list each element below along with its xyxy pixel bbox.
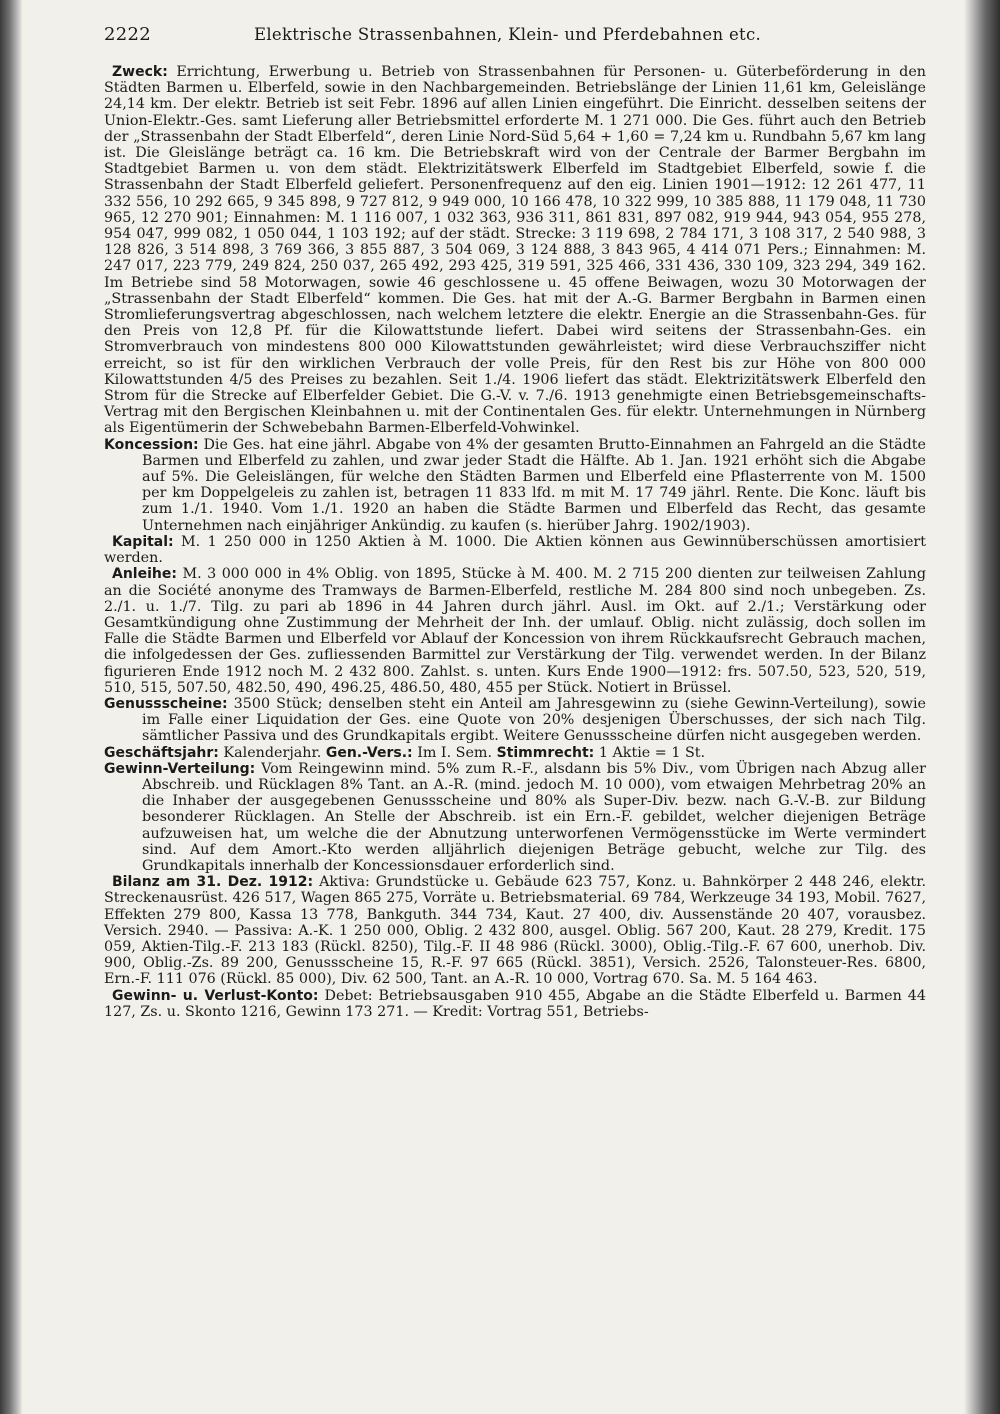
section-text: Vom Reingewinn mind. 5% zum R.-F., alsdann bis 5% Div., vom Übrigen nach Abzug aller Abschreib. und Rücklagen 8% Tant. an A.-R. (mind. jedoch M. 10 000), vom etwaigen Mehrbetrag 20% an die Inhaber der ausgegebenen Genussscheine und 80% als Super-Div. bezw. nach G.-V.-B. zur Bildung besonderer Rücklagen. An Stelle der Abschreib. ist ein Ern.-F. gebildet, welcher diejenigen Beträge aufzuweisen hat, um welche die der Abnutzung unterworfenen Vermögensstücke im Werte vermindert sind. Auf dem Amort.-Kto werden alljährlich diejenigen Beträge gebucht, welche zur Tilg. des Grundkapitals innerhalb der Koncessionsdauer erforderlich sind. <box>142 760 926 874</box>
section-text: Debet: Betriebsausgaben 910 455, Abgabe an die Städte Elberfeld u. Barmen 44 127, Zs. u. Skonto 1216, Gewinn 173 271. — Kredit: Vortrag 551, Betriebs- <box>104 987 927 1020</box>
document-page <box>104 24 926 1020</box>
section-heading: Koncession: <box>104 436 199 453</box>
page-number: 2222 <box>104 24 152 45</box>
section-anleihe <box>104 566 926 696</box>
section-heading: Kapital: <box>112 533 174 550</box>
section-text: Errichtung, Erwerbung u. Betrieb von Strassenbahnen für Personen- u. Güterbeförderung in den Städten Barmen u. Elberfeld, sowie in den Nachbargemeinden. Betriebslänge der Linien 11,61 km, Geleislänge 24,14 km. Der elektr. Betrieb ist seit Febr. 1896 auf allen Linien eingeführt. Die Einricht. desselben seitens der Union-Elektr.-Ges. samt Lieferung aller Betriebsmittel erforderte M. 1 271 000. Die Ges. führt auch den Betrieb der „Strassenbahn der Stadt Elberfeld“, deren Linie Nord-Süd 5,64 + 1,60 = 7,24 km u. Rundbahn 5,67 km lang ist. Die Gleislänge beträgt ca. 16 km. Die Betriebskraft wird von der Centrale der Barmer Bergbahn im Stadtgebiet Barmen u. von dem städt. Elektrizitätswerk Elberfeld im Stadtgebiet Elberfeld, sowie f. die Strassenbahn der Stadt Elberfeld geliefert. Personenfrequenz auf den eig. Linien 1901—1912: 12 261 477, 11 332 556, 10 292 665, 9 345 898, 9 727 812, 9 949 000, 10 166 478, 10 322 999, 10 385 888, 11 179 048, 11 730 965, 12 270 901; Einnahmen: M. 1 116 007, 1 032 363, 936 311, 861 831, 897 082, 919 944, 943 054, 955 278, 954 047, 999 082, 1 050 044, 1 103 192; auf der städt. Strecke: 3 119 698, 2 784 171, 3 108 317, 2 540 988, 3 128 826, 3 514 898, 3 769 366, 3 855 887, 3 504 069, 3 124 888, 3 843 965, 4 414 071 Pers.; Einnahmen: M. 247 017, 223 779, 249 824, 250 037, 265 492, 293 425, 319 591, 325 466, 331 436, 330 109, 323 294, 349 162. Im Betriebe sind 58 Motorwagen, sowie 46 geschlossene u. 45 offene Beiwagen, wozu 30 Motorwagen der „Strassenbahn der Stadt Elberfeld“ kommen. Die Ges. hat mit der A.-G. Barmer Bergbahn in Barmen einen Stromlieferungsvertrag abgeschlossen, nach welchem letztere die elektr. Energie an die Strassenbahn-Ges. für den Preis von 12,8 Pf. für die Kilowattstunde liefert. Dabei wird seitens der Strassenbahn-Ges. ein Stromverbrauch von mindestens 800 000 Kilowattstunden gewährleistet; wird diese Verbrauchsziffer nicht erreicht, so ist für den wirklichen Verbrauch der volle Preis, für den Rest bis zur Höhe von 800 000 Kilowattstunden 4/5 des Preises zu bezahlen. Seit 1./4. 1906 liefert das städt. Elektrizitätswerk Elberfeld den Strom für die Strecke auf Elberfelder Gebiet. Die G.-V. v. 7./6. 1913 genehmigte einen Betriebsgemeinschafts-Vertrag mit den Bergischen Kleinbahnen u. mit der Continentalen Ges. für elektr. Unternehmungen in Nürnberg als Eigentümerin der Schwebebahn Barmen-Elberfeld-Vohwinkel. <box>104 64 926 437</box>
section-text-stimmrecht: 1 Aktie = 1 St. <box>598 744 706 761</box>
section-heading: Genussscheine: <box>104 695 228 712</box>
section-text: M. 1 250 000 in 1250 Aktien à M. 1000. Die Aktien können aus Gewinnüberschüssen amortisiert werden. <box>104 533 926 567</box>
section-zweck <box>104 64 926 437</box>
section-koncession <box>104 437 926 534</box>
section-heading: Anleihe: <box>112 566 177 583</box>
section-kapital <box>104 534 926 566</box>
section-heading: Zweck: <box>112 64 168 80</box>
section-text: Die Ges. hat eine jährl. Abgabe von 4% der gesamten Brutto-Einnahmen an Fahrgeld an die Städte Barmen und Elberfeld zu zahlen, und zwar jeder Stadt die Hälfte. Ab 1. Jan. 1921 erhöht sich die Abgabe auf 5%. Die Geleislängen, für welche den Städten Barmen und Elberfeld eine Pflasterrente von M. 1500 per km Doppelgeleis zu zahlen ist, betragen 11 833 lfd. m mit M. 17 749 jährl. Rente. Die Konc. läuft bis zum 1./1. 1940. Vom 1./1. 1920 an haben die Städte Barmen und Elberfeld das Recht, das gesamte Unternehmen nach einjähriger Ankündig. zu kaufen (s. hierüber Jahrg. 1902/1903). <box>142 436 927 534</box>
section-geschaeftsjahr <box>104 745 926 761</box>
section-heading-gen-vers: Gen.-Vers.: <box>325 744 413 761</box>
scan-shadow-right <box>964 0 1000 1414</box>
section-heading: Bilanz am 31. Dez. 1912: <box>112 874 314 891</box>
body-text <box>104 64 926 1020</box>
section-text: Aktiva: Grundstücke u. Gebäude 623 757, Konz. u. Bahnkörper 2 448 246, elektr. Streckenausrüst. 426 517, Wagen 865 275, Vorräte u. Betriebsmaterial. 69 784, Werkzeuge 34 193, Mobil. 7627, Effekten 279 800, Kassa 13 778, Bankguth. 344 734, Kaut. 27 400, div. Aussenstände 20 407, vorausbez. Versich. 2940. — Passiva: A.-K. 1 250 000, Oblig. 2 432 800, ausgel. Oblig. 567 200, Kaut. 28 279, Kredit. 175 059, Aktien-Tilg.-F. 213 183 (Rückl. 8250), Tilg.-F. II 48 986 (Rückl. 3000), Oblig.-Tilg.-F. 67 600, unerhob. Div. 900, Oblig.-Zs. 89 200, Genussscheine 15, R.-F. 97 665 (Rückl. 3851), Versich. 2526, Talonsteuer-Res. 6800, Ern.-F. 111 076 (Rückl. 85 000), Div. 62 500, Tant. an A.-R. 10 000, Vortrag 670. Sa. M. 5 164 463. <box>104 874 927 988</box>
section-text: 3500 Stück; denselben steht ein Anteil am Jahresgewinn zu (siehe Gewinn-Verteilung), sowie im Falle einer Liquidation der Ges. eine Quote von 20% desjenigen Überschusses, der sich nach Tilg. sämtlicher Passiva und des Grundkapitals ergibt. Weitere Genussscheine dürfen nicht ausgegeben werden. <box>142 695 927 745</box>
section-heading: Gewinn- u. Verlust-Konto: <box>112 987 319 1004</box>
section-heading: Gewinn-Verteilung: <box>104 760 256 777</box>
section-heading: Geschäftsjahr: <box>104 744 219 761</box>
section-text: M. 3 000 000 in 4% Oblig. von 1895, Stücke à M. 400. M. 2 715 200 dienten zur teilweisen Zahlung an die Société anonyme des Tramways de Barmen-Elberfeld, restliche M. 284 800 sind noch unbegeben. Zs. 2./1. u. 1./7. Tilg. zu pari ab 1896 in 44 Jahren durch jährl. Ausl. im Okt. auf 2./1.; Verstärkung oder Gesamtkündigung ohne Zustimmung der Mehrheit der Inh. der umlauf. Oblig. nicht zulässig, doch sollen im Falle die Städte Barmen und Elberfeld vor Ablauf der Koncession von ihrem Rückkaufsrecht Gebrauch machen, die infolgedessen der Ges. zufliessenden Barmittel zur Verstärkung der Tilg. verwendet werden. In der Bilanz figurieren Ende 1912 noch M. 2 432 800. Zahlst. s. unten. Kurs Ende 1900—1912: frs. 507.50, 523, 520, 519, 510, 515, 507.50, 482.50, 490, 496.25, 486.50, 480, 455 per Stück. Notiert in Brüssel. <box>104 566 926 696</box>
section-text-gen-vers: Im I. Sem. <box>417 744 493 761</box>
section-bilanz <box>104 874 926 987</box>
section-gewinn-verlust <box>104 988 926 1020</box>
section-gewinn-verteilung <box>104 761 926 874</box>
running-title: Elektrische Strassenbahnen, Klein- und Pferdebahnen etc. <box>254 25 762 44</box>
section-genussscheine <box>104 696 926 745</box>
section-text: Kalenderjahr. <box>223 744 322 761</box>
page-header <box>104 24 926 64</box>
scan-shadow-left <box>0 0 22 1414</box>
section-heading-stimmrecht: Stimmrecht: <box>496 744 595 761</box>
